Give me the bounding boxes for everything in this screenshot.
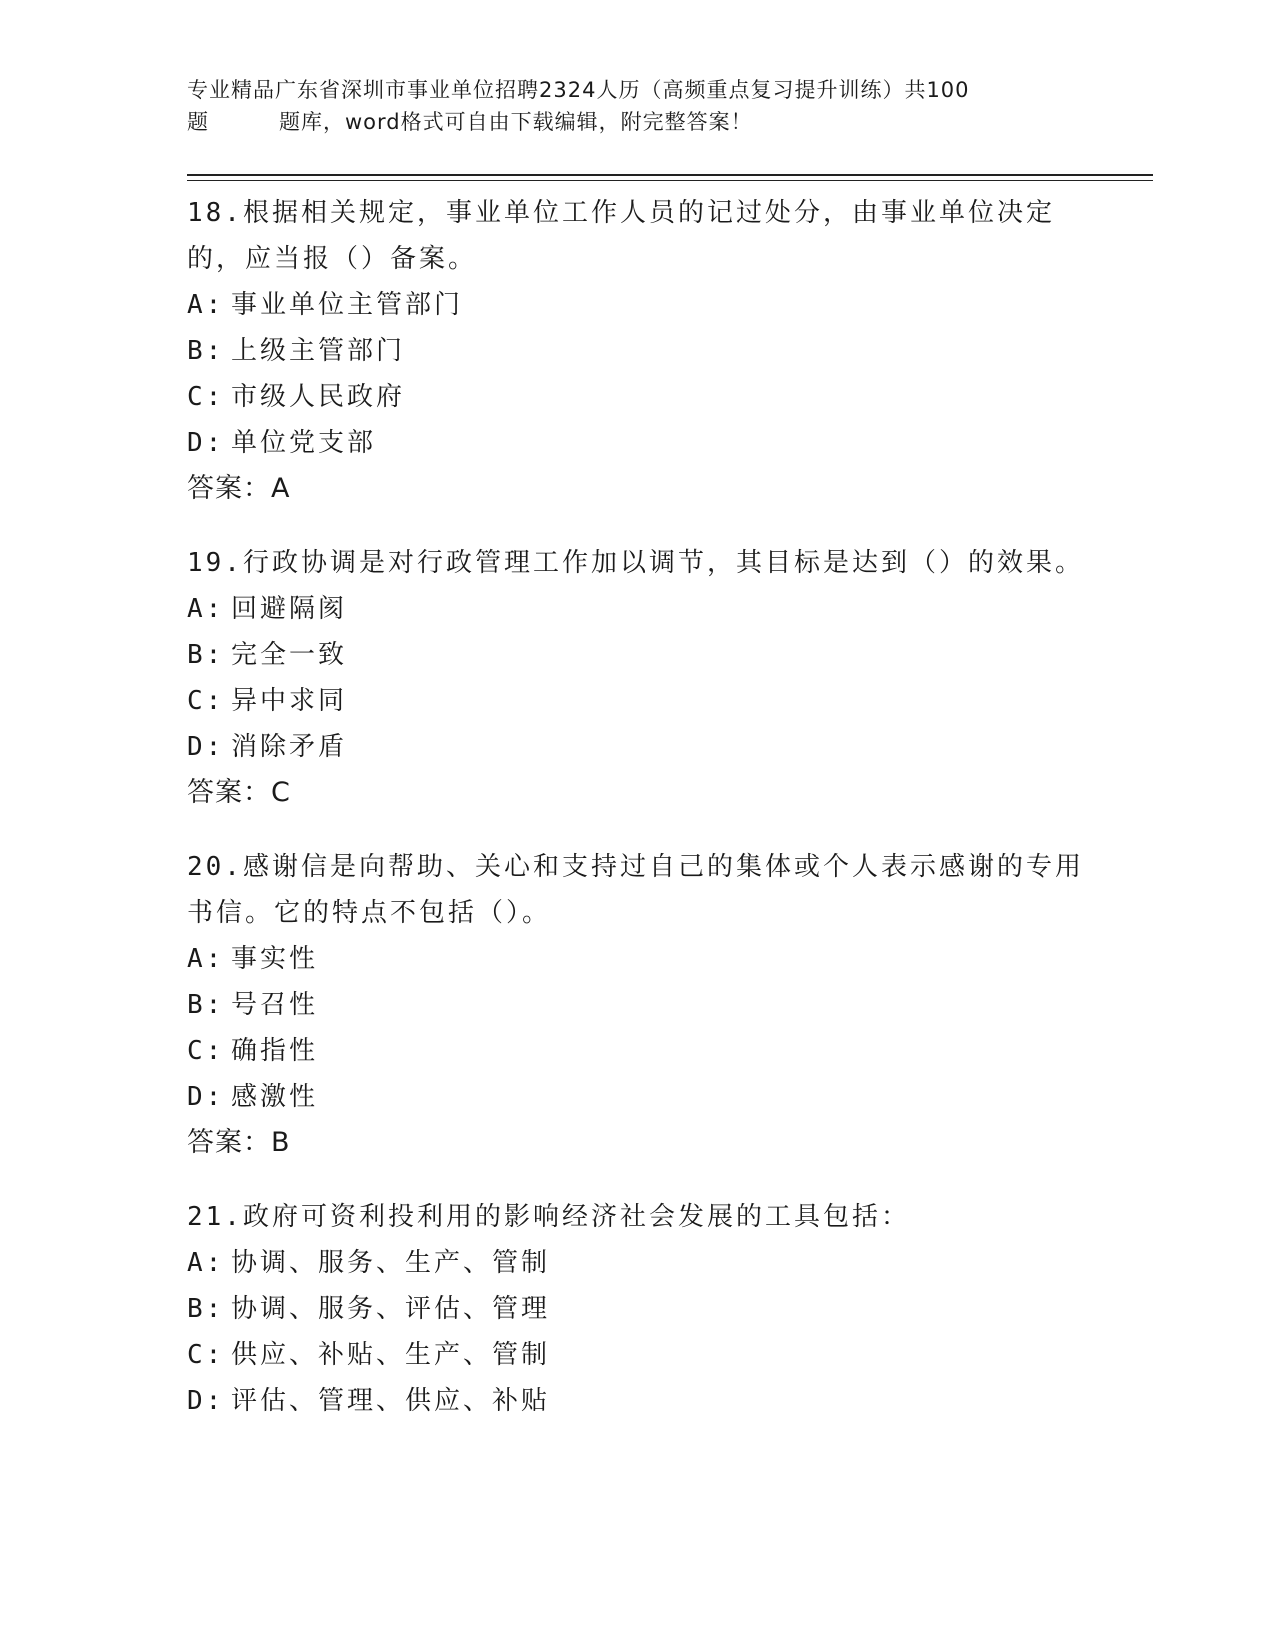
option-letter: B: xyxy=(187,336,225,366)
header-title-line2-head: 题 xyxy=(187,110,209,134)
question-item xyxy=(187,540,1087,816)
header-divider-thick xyxy=(187,174,1153,176)
option-a xyxy=(187,936,1087,982)
option-letter: A: xyxy=(187,594,225,624)
header-title-line2 xyxy=(187,106,1087,138)
option-letter: C: xyxy=(187,1036,225,1066)
answer-line: 答案：B xyxy=(187,1127,291,1158)
option-text: 回避隔阂 xyxy=(231,594,348,624)
option-letter: B: xyxy=(187,640,225,670)
option-text: 市级人民政府 xyxy=(231,382,406,412)
answer-line: 答案：A xyxy=(187,473,291,504)
option-text: 供应、补贴、生产、管制 xyxy=(231,1340,551,1370)
option-c xyxy=(187,1332,1087,1378)
header-divider-thin xyxy=(187,180,1153,181)
option-text: 消除矛盾 xyxy=(231,732,348,762)
option-text: 协调、服务、评估、管理 xyxy=(231,1294,551,1324)
option-c xyxy=(187,1028,1087,1074)
option-d xyxy=(187,1378,1087,1424)
option-text: 评估、管理、供应、补贴 xyxy=(231,1386,551,1416)
question-list xyxy=(187,190,1087,1452)
option-letter: D: xyxy=(187,428,225,458)
option-d xyxy=(187,724,1087,770)
question-stem: 18.根据相关规定，事业单位工作人员的记过处分，由事业单位决定的，应当报（）备案。 xyxy=(187,198,1055,274)
option-letter: D: xyxy=(187,1082,225,1112)
option-letter: A: xyxy=(187,944,225,974)
option-letter: A: xyxy=(187,1248,225,1278)
option-b xyxy=(187,982,1087,1028)
question-item xyxy=(187,1194,1087,1424)
page-header xyxy=(187,74,1087,138)
question-item xyxy=(187,844,1087,1166)
answer-line: 答案：C xyxy=(187,777,291,808)
option-a xyxy=(187,586,1087,632)
option-text: 上级主管部门 xyxy=(231,336,406,366)
option-text: 完全一致 xyxy=(231,640,348,670)
option-text: 号召性 xyxy=(231,990,319,1020)
option-a xyxy=(187,282,1087,328)
option-letter: D: xyxy=(187,732,225,762)
question-stem: 21.政府可资利投利用的影响经济社会发展的工具包括： xyxy=(187,1202,910,1232)
option-text: 异中求同 xyxy=(231,686,348,716)
option-text: 事业单位主管部门 xyxy=(231,290,464,320)
option-letter: C: xyxy=(187,1340,225,1370)
option-d xyxy=(187,420,1087,466)
option-letter: C: xyxy=(187,382,225,412)
header-title-line1: 专业精品广东省深圳市事业单位招聘2324人历（高频重点复习提升训练）共100 xyxy=(187,78,970,102)
option-text: 协调、服务、生产、管制 xyxy=(231,1248,551,1278)
option-text: 单位党支部 xyxy=(231,428,377,458)
option-letter: A: xyxy=(187,290,225,320)
option-letter: D: xyxy=(187,1386,225,1416)
question-stem: 20.感谢信是向帮助、关心和支持过自己的集体或个人表示感谢的专用书信。它的特点不包括（）。 xyxy=(187,852,1084,928)
option-d xyxy=(187,1074,1087,1120)
option-a xyxy=(187,1240,1087,1286)
option-letter: B: xyxy=(187,990,225,1020)
question-item xyxy=(187,190,1087,512)
option-text: 感激性 xyxy=(231,1082,319,1112)
option-letter: B: xyxy=(187,1294,225,1324)
option-text: 事实性 xyxy=(231,944,319,974)
question-stem: 19.行政协调是对行政管理工作加以调节，其目标是达到（）的效果。 xyxy=(187,548,1084,578)
option-b xyxy=(187,1286,1087,1332)
option-b xyxy=(187,632,1087,678)
option-c xyxy=(187,374,1087,420)
header-title-line2-tail: 题库，word格式可自由下载编辑，附完整答案！ xyxy=(279,110,753,134)
option-text: 确指性 xyxy=(231,1036,319,1066)
option-c xyxy=(187,678,1087,724)
option-letter: C: xyxy=(187,686,225,716)
option-b xyxy=(187,328,1087,374)
